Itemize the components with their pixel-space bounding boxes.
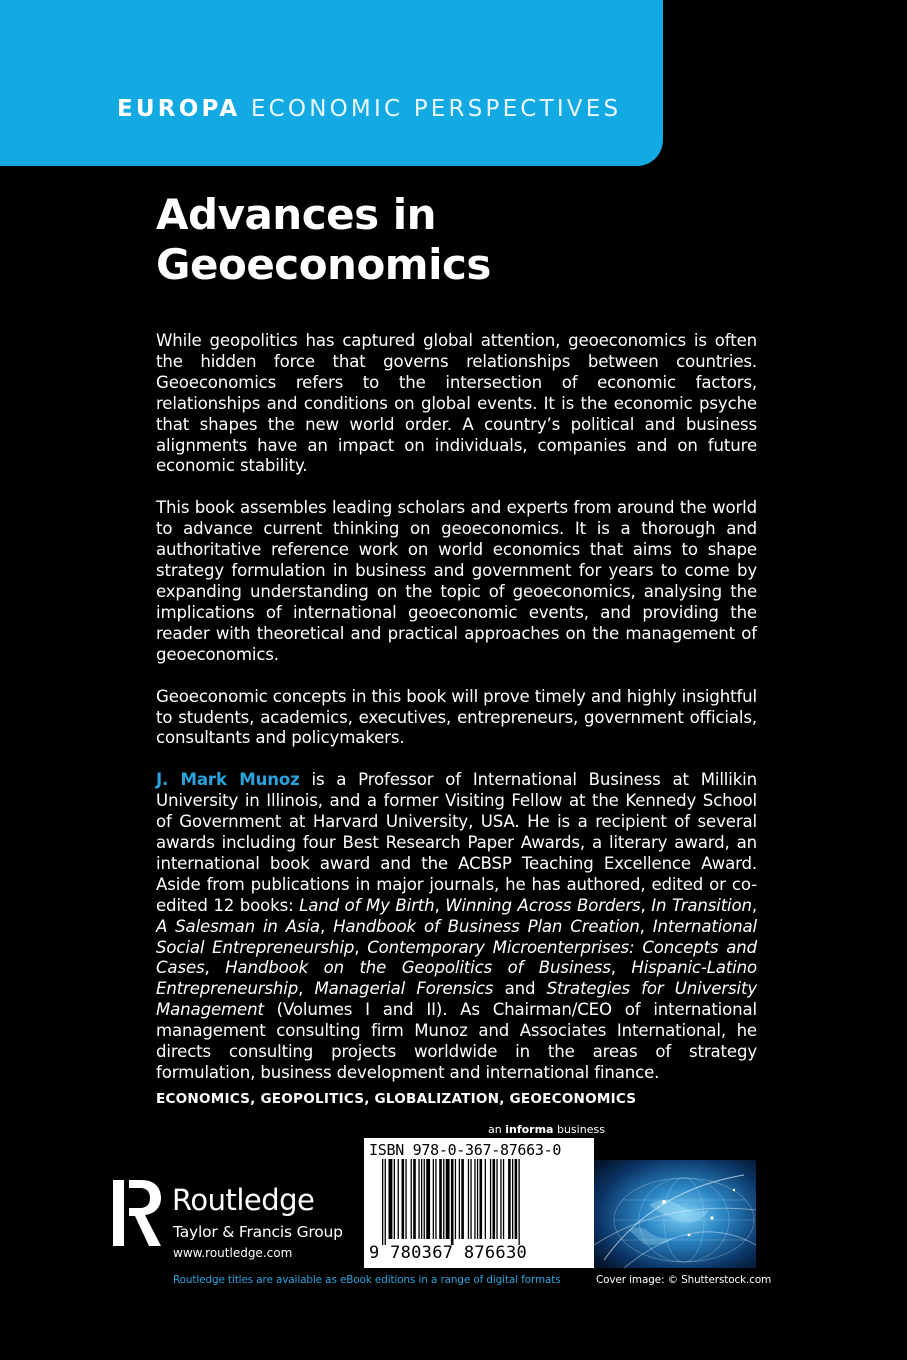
cover-credit: Cover image: © Shutterstock.com xyxy=(596,1274,772,1286)
book-ref: Handbook of Business Plan Creation xyxy=(333,916,640,936)
publisher-url: www.routledge.com xyxy=(173,1246,293,1260)
book-title xyxy=(156,190,756,290)
blurb-paragraph-1: While geopolitics has captured global attention, geoeconomics is often the hidden force that governs relationships between countries. Geoeconomics refers to the intersection of economic factors, relationships and conditions on global events. It is the economic psyche that shapes the new world order. A country’s political and business alignments have an impact on individuals, companies and on future economic stability. xyxy=(156,331,757,476)
bio-sep: and xyxy=(493,979,547,999)
barcode-bar xyxy=(433,1159,434,1239)
barcode-bar xyxy=(512,1159,513,1239)
informa-tagline xyxy=(488,1123,605,1136)
barcode-bar xyxy=(394,1159,395,1239)
bio-sep: , xyxy=(319,916,334,936)
barcode-bar xyxy=(426,1159,430,1239)
barcode-bar xyxy=(421,1159,422,1239)
bio-sep: , xyxy=(298,979,315,999)
barcode-bar xyxy=(411,1159,412,1239)
digital-globe-icon xyxy=(594,1160,756,1268)
barcode-bar xyxy=(493,1159,496,1239)
book-ref: Managerial Forensics xyxy=(314,979,494,999)
barcode-bar xyxy=(508,1159,511,1239)
informa-post: business xyxy=(553,1123,605,1136)
barcode-bar xyxy=(490,1159,491,1239)
barcode-bar xyxy=(468,1159,469,1239)
barcode-bar xyxy=(461,1159,464,1239)
book-ref: Land of My Birth xyxy=(299,895,435,915)
book-ref: Contemporary Microenterprises: Concepts and Cases xyxy=(156,937,757,978)
barcode-bar xyxy=(398,1159,399,1239)
barcode-bar xyxy=(477,1159,478,1239)
book-ref: Winning Across Borders xyxy=(445,895,641,915)
barcode-bar xyxy=(402,1159,405,1239)
series-banner xyxy=(0,0,663,166)
book-ref: Hispanic-Latino Entrepreneurship xyxy=(156,958,758,999)
isbn-label: ISBN 978-0-367-87663-0 xyxy=(369,1141,562,1159)
ebook-note: Routledge titles are available as eBook editions in a range of digital formats xyxy=(173,1274,561,1286)
informa-pre: an xyxy=(488,1123,506,1136)
isbn-digits: 9 780367 876630 xyxy=(369,1243,528,1263)
barcode-bar xyxy=(503,1159,504,1239)
routledge-vertical-wordmark: ROUTLEDGE xyxy=(112,1188,121,1247)
book-title-line-1: Advances in xyxy=(156,190,436,239)
bio-text: is a Professor of International Business at Millikin University in Illinois, and a former Visiting Fellow at the Kennedy School of Government at Harvard University, USA. He is a recipient of several awards including four Best Research Paper Awards, a literary award, an international book award and the ACBSP Teaching Excellence Award. Aside from publications in major journals, he has authored, edited or co-edited 12 books: xyxy=(156,770,757,915)
publisher-name: Routledge xyxy=(172,1183,315,1217)
barcode-bar xyxy=(455,1159,456,1239)
barcode-bar xyxy=(424,1159,425,1239)
barcode-bar xyxy=(382,1159,383,1245)
barcode-bar xyxy=(515,1159,518,1239)
book-title-line-2: Geoeconomics xyxy=(156,240,491,289)
barcode-bar xyxy=(496,1159,497,1239)
barcode-bar xyxy=(413,1159,416,1239)
barcode-bar xyxy=(389,1159,393,1239)
barcode-bar xyxy=(485,1159,486,1239)
author-bio xyxy=(156,770,757,1084)
barcode-bar xyxy=(459,1159,460,1239)
blurb-paragraph-2: This book assembles leading scholars and experts from around the world to advance current thinking on geoeconomics. It is a thorough and authoritative reference work on world economics that aims to shape strategy formulation in business and government for years to come by expanding understanding on the topic of geoeconomics, analysing the implications of international geoeconomic events, and providing the reader with theoretical and practical approaches on the management of geoeconomics. xyxy=(156,498,757,664)
bio-sep: , xyxy=(434,895,446,915)
book-ref: Strategies for University Management xyxy=(156,979,758,1020)
barcode-bar xyxy=(474,1159,475,1239)
barcode-bar xyxy=(500,1159,501,1239)
publisher-group: Taylor & Francis Group xyxy=(173,1223,343,1241)
bio-sep: , xyxy=(610,958,632,978)
back-cover-text xyxy=(156,331,757,1105)
bio-sep: , xyxy=(354,937,368,957)
barcode-icon xyxy=(382,1159,586,1245)
barcode-bar xyxy=(418,1159,419,1239)
series-name-rest: ECONOMIC PERSPECTIVES xyxy=(250,96,622,122)
informa-bold: informa xyxy=(505,1123,554,1136)
blurb-paragraph-3: Geoeconomic concepts in this book will prove timely and highly insightful to students, academics, executives, entrepreneurs, government officials, consultants and policymakers. xyxy=(156,686,757,748)
bio-sep: , xyxy=(751,895,758,915)
book-ref: In Transition xyxy=(651,895,752,915)
bio-sep: , xyxy=(640,895,652,915)
barcode-bar xyxy=(519,1159,520,1245)
barcode-bar xyxy=(470,1159,471,1239)
barcode-bar xyxy=(439,1159,442,1239)
barcode-bar xyxy=(443,1159,444,1239)
bio-sep: , xyxy=(204,958,226,978)
book-ref: Handbook on the Geopolitics of Business xyxy=(225,958,611,978)
series-name xyxy=(117,96,621,122)
author-name: J. Mark Munoz xyxy=(156,770,300,790)
bio-text: (Volumes I and II). As Chairman/CEO of international management consulting firm Munoz and Associates International, he directs consulting projects worldwide in the areas of strategy formulation, business development and international finance. xyxy=(156,1000,757,1082)
barcode-bar xyxy=(446,1159,450,1239)
barcode-bar xyxy=(385,1159,386,1245)
barcode-bar xyxy=(480,1159,483,1239)
barcode-bar xyxy=(435,1159,436,1239)
barcode-bar xyxy=(405,1159,406,1239)
book-ref: A Salesman in Asia xyxy=(156,916,320,936)
series-name-bold: EUROPA xyxy=(117,96,241,122)
book-ref: International Social Entrepreneurship xyxy=(156,916,758,957)
subject-keywords: ECONOMICS, GEOPOLITICS, GLOBALIZATION, GEOECONOMICS xyxy=(156,1091,637,1107)
barcode-bar xyxy=(451,1159,454,1245)
bio-sep: , xyxy=(639,916,653,936)
